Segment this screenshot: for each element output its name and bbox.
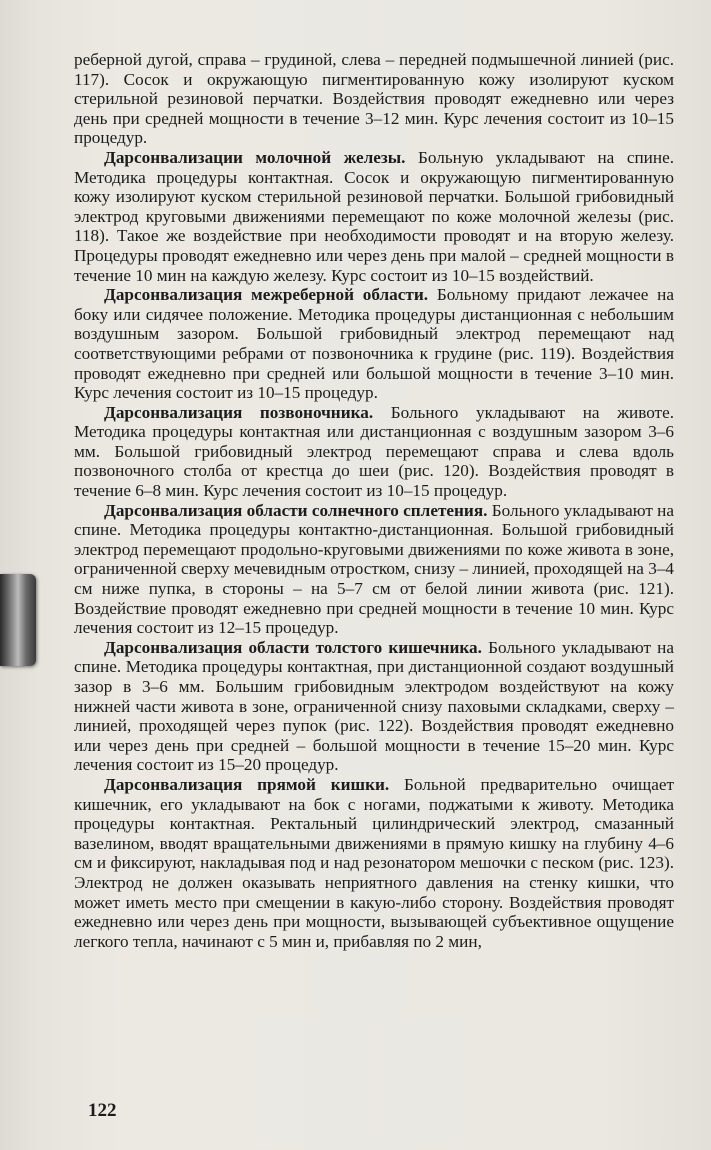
- section-body: Больной предварительно очищает кишечник, его укладывают на бок с ногами, поджатыми к животу. Методика процедуры контактная. Ректальный цилиндрический электрод, смазанный вазелином, вводят вращательными движениями в прямую кишку на глубину 4–6 см и фиксируют, накладывая под и над резонатором мешочки с песком (рис. 123). Электрод не должен оказывать неприятного давления на стенку кишки, что может иметь место при смещении в какую-либо сторону. Воздействия проводят ежедневно или через день при мощности, вызывающей субъективное ощущение легкого тепла, начинают с 5 мин и, прибавляя по 2 мин,: [74, 774, 674, 951]
- section-colon: [74, 638, 674, 775]
- section-body: Больного укладывают на спине. Методика процедуры контактно-дистанционная. Большой грибовидный электрод перемещают продольно-круговыми движениями по коже живота в зоне, ограниченной сверху мечевидным отростком, снизу – линией, проходящей на 3–4 см ниже пупка, в стороны – на 5–7 см от белой линии живота (рис. 121). Воздействие проводят ежедневно при средней мощности в течение 10 мин. Курс лечения состоит из 12–15 процедур.: [74, 500, 674, 638]
- section-breast: [74, 148, 674, 285]
- section-body: Больного укладывают на спине. Методика процедуры контактная, при дистанционной создают воздушный зазор в 3–6 мм. Большим грибовидным электродом воздействуют на кожу нижней части живота в зоне, ограниченной снизу паховыми складками, сверху – линией, проходящей через пупок (рис. 122). Воздействия проводят ежедневно или через день при средней – большой мощности в течение 15–20 мин. Курс лечения состоит из 15–20 процедур.: [74, 637, 674, 775]
- section-heading: Дарсонвализация позвоночника.: [104, 402, 374, 422]
- section-body: Больного укладывают на животе. Методика процедуры контактная или дистанционная с воздушным зазором 3–6 мм. Большой грибовидный электрод перемещают справа и слева вдоль позвоночного столба от крестца до шеи (рис. 120). Воздействия проводят в течение 6–8 мин. Курс лечения состоит из 10–15 процедур.: [74, 402, 674, 501]
- section-heading: Дарсонвализация области солнечного сплетения.: [104, 500, 488, 520]
- section-solar-plexus: [74, 501, 674, 638]
- intro-paragraph: реберной дугой, справа – грудиной, слева – передней подмышечной линией (рис. 117). Сосок и окружающую пигментированную кожу изолируют куском стерильной резиновой перчатки. Воздействия проводят ежедневно или через день при средней мощности в течение 3–12 мин. Курс лечения состоит из 10–15 процедур.: [74, 50, 674, 148]
- section-rectum: [74, 775, 674, 951]
- section-heading: Дарсонвализации молочной железы.: [104, 147, 406, 167]
- section-body: Больному придают лежачее на боку или сидячее положение. Методика процедуры дистанционная с небольшим воздушным зазором. Большой грибовидный электрод перемещают над соответствующими ребрами от позвоночника к грудине (рис. 119). Воздействия проводят ежедневно при средней или большой мощности в течение 3–10 мин. Курс лечения состоит из 10–15 процедур.: [74, 285, 674, 403]
- section-heading: Дарсонвализация области толстого кишечника.: [104, 637, 482, 657]
- binder-clip: [0, 574, 36, 666]
- section-body: Больную укладывают на спине. Методика процедуры контактная. Сосок и окружающую пигментированную кожу изолируют куском стерильной резиновой перчатки. Большой грибовидный электрод круговыми движениями перемещают по коже молочной железы (рис. 118). Такое же воздействие при необходимости проводят и на вторую железу. Процедуры проводят ежедневно или через день при малой – средней мощности в течение 10 мин на каждую железу. Курс состоит из 10–15 воздействий.: [74, 147, 674, 285]
- section-heading: Дарсонвализация межреберной области.: [104, 285, 429, 305]
- section-spine: [74, 403, 674, 501]
- section-intercostal: [74, 285, 674, 403]
- section-heading: Дарсонвализация прямой кишки.: [104, 774, 390, 794]
- page-number: 122: [88, 1100, 117, 1121]
- page-text: [74, 50, 674, 951]
